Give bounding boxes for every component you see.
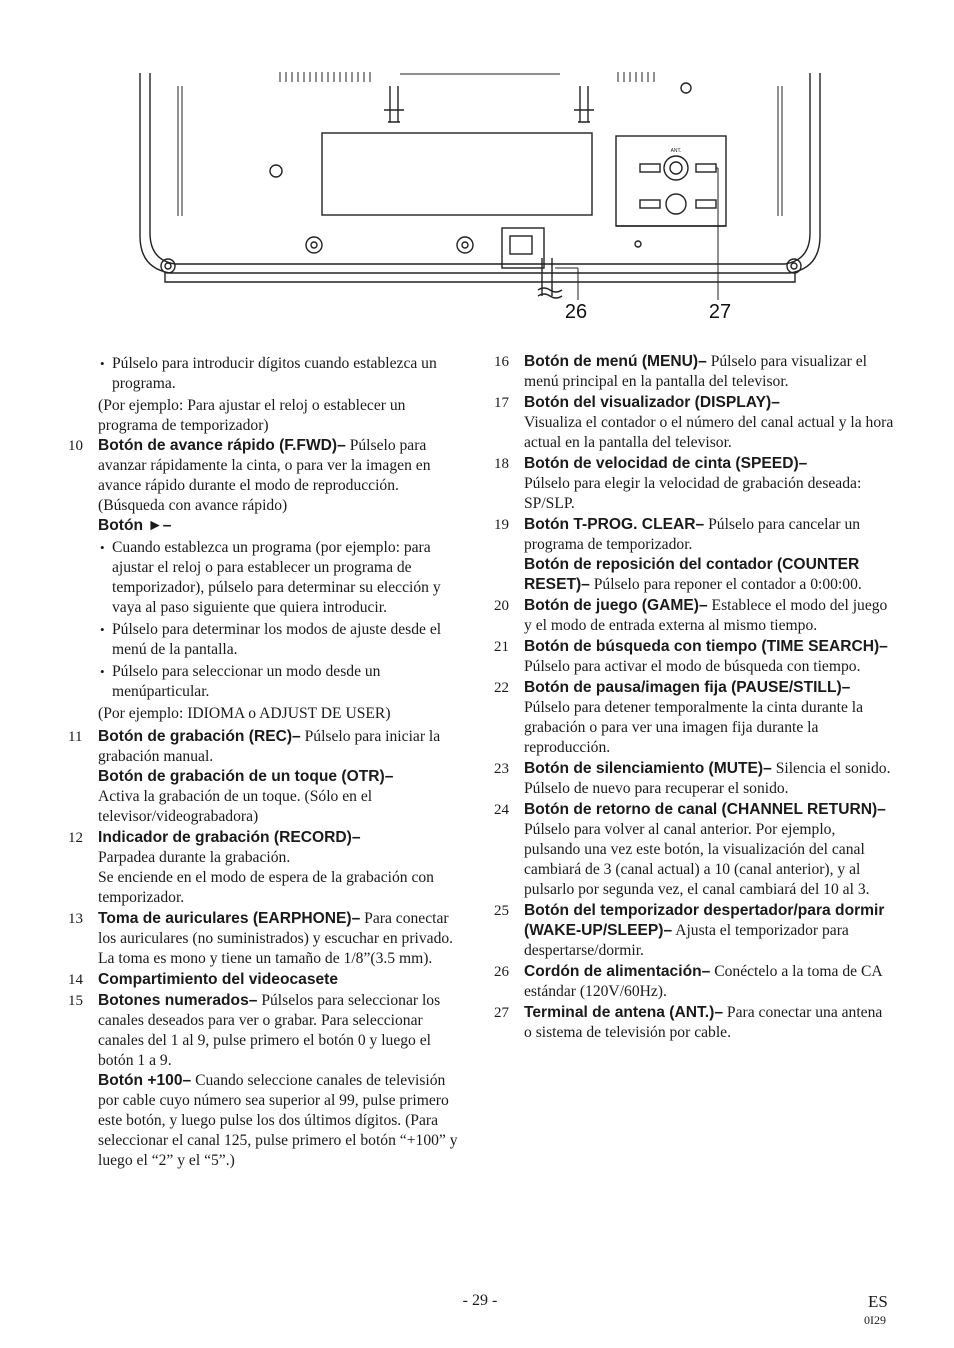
item-20 [494, 596, 894, 636]
item-number: 11 [68, 729, 83, 745]
item-number: 13 [68, 911, 83, 927]
page-number: - 29 - [462, 1292, 498, 1309]
item-11 [68, 727, 468, 827]
item-number: 21 [494, 639, 509, 655]
item-text: Púlselo para iniciar la grabación manual. [98, 728, 441, 765]
callout-26: 26 [564, 301, 588, 323]
item-sub-title: Botón de reposición del contador (COUNTER RESET)– [524, 556, 860, 593]
item-title: Botón de avance rápido (F.FWD)– [98, 437, 346, 454]
item-15 [68, 991, 468, 1171]
item-number: 10 [68, 438, 83, 454]
item-number: 19 [494, 517, 509, 533]
item-number: 22 [494, 680, 509, 696]
item-title: Terminal de antena (ANT.)– [524, 1004, 724, 1021]
item-sub-text: Activa la grabación de un toque. (Sólo en el televisor/videograbadora) [98, 788, 373, 825]
item-text: Parpadea durante la grabación. [98, 849, 291, 866]
item-text: Visualiza el contador o el número del canal actual y la hora actual en la pantalla del televisor. [524, 414, 894, 451]
item-title: Botón de velocidad de cinta (SPEED)– [524, 455, 808, 472]
item-16 [494, 352, 894, 392]
item-title: Cordón de alimentación– [524, 963, 711, 980]
item-24 [494, 800, 894, 900]
document-code: 0I29 [864, 1313, 886, 1327]
item-text: Establece el modo del juego y el modo de entrada externa al mismo tiempo. [524, 597, 888, 634]
item-text: Púlselo para detener temporalmente la cinta durante la grabación o para ver una imagen fija durante la reproducción. [524, 699, 864, 756]
item-23 [494, 759, 894, 799]
item-number: 12 [68, 830, 83, 846]
item-text: Púlselo para volver al canal anterior. Por ejemplo, pulsando una vez este botón, la visualización del canal cambiará de 3 (canal actual) a 10 (canal anterior), y al pulsarlo por segunda vez, el canal cambiará del 10 al 3. [524, 821, 870, 898]
list-item: • Púlselo para seleccionar un modo desde un menúparticular. [98, 662, 468, 702]
item-10 [68, 436, 468, 724]
item-13 [68, 909, 468, 969]
item-number: 24 [494, 802, 509, 818]
item-sub-title: Botón +100– [98, 1072, 192, 1089]
item-number: 14 [68, 972, 83, 988]
item-25 [494, 901, 894, 961]
item-text: Silencia el sonido. Púlselo de nuevo para recuperar el sonido. [524, 760, 891, 797]
item-text: Conéctelo a la toma de CA estándar (120V/60Hz). [524, 963, 882, 1000]
item-number: 16 [494, 354, 509, 370]
item-12 [68, 828, 468, 908]
item-title: Botón de juego (GAME)– [524, 597, 708, 614]
item-sub-title: Botón de grabación de un toque (OTR)– [98, 768, 394, 785]
item-title: Botón del visualizador (DISPLAY)– [524, 394, 780, 411]
intro-bullet: • Púlselo para introducir dígitos cuando establezca un programa. [98, 354, 468, 394]
list-item: • Cuando establezca un programa (por ejemplo: para ajustar el reloj o para establecer un programa de temporizador), púlselo para determinar su elección y vaya al paso siguiente que quiera introducir. [98, 538, 468, 618]
item-sub-text: Púlselo para reponer el contador a 0:00:00. [589, 576, 862, 593]
item-text: Púlselos para seleccionar los canales deseados para ver o grabar. Para seleccionar canales del 1 al 9, pulse primero el botón 0 y luego el botón 1 a 9. [98, 992, 441, 1069]
item-number: 18 [494, 456, 509, 472]
list-item: • Púlselo para determinar los modos de ajuste desde el menú de la pantalla. [98, 620, 468, 660]
item-title: Compartimiento del videocasete [98, 971, 339, 988]
item-title: Toma de auriculares (EARPHONE)– [98, 910, 361, 927]
callout-27: 27 [708, 301, 732, 323]
item-17 [494, 393, 894, 453]
item-sub-text: Cuando seleccione canales de televisión por cable cuyo número sea superior al 99, pulse primero este botón, y luego pulse los dos últimos dígitos. (Para seleccionar el canal 125, pulse primero el botón “+100” y luego el “2” y el “5”.) [98, 1072, 458, 1169]
item-text: Púlselo para elegir la velocidad de grabación deseada: SP/SLP. [524, 475, 862, 512]
right-column [494, 352, 894, 1044]
item-title: Botón de grabación (REC)– [98, 728, 301, 745]
item-sub-title: Botón ►– [98, 517, 172, 534]
item-21 [494, 637, 894, 677]
item-title: Botón de búsqueda con tiempo (TIME SEARCH)– [524, 638, 888, 655]
item-number: 25 [494, 903, 509, 919]
item-title: Botón de silenciamiento (MUTE)– [524, 760, 772, 777]
item-text: Púlselo para activar el modo de búsqueda con tiempo. [524, 658, 861, 675]
item-title: Botón del temporizador despertador/para dormir (WAKE-UP/SLEEP)– [524, 902, 885, 939]
item-number: 20 [494, 598, 509, 614]
item-18 [494, 454, 894, 514]
item-title: Botón de menú (MENU)– [524, 353, 707, 370]
item-title: Botón de retorno de canal (CHANNEL RETURN)– [524, 801, 886, 818]
tv-rear-panel-diagram [130, 68, 830, 328]
item-text: Púlselo para avanzar rápidamente la cinta, o para ver la imagen en avance rápido durante el modo de reproducción. (Búsqueda con avance rápido) [98, 437, 431, 514]
item-26 [494, 962, 894, 1002]
ant-label: ANT. [670, 148, 682, 154]
item-22 [494, 678, 894, 758]
item-number: 26 [494, 964, 509, 980]
item-number: 17 [494, 395, 509, 411]
item-text: Ajusta el temporizador para despertarse/dormir. [524, 922, 849, 959]
item-text: Para conectar una antena o sistema de televisión por cable. [524, 1004, 883, 1041]
item-text: Púlselo para cancelar un programa de temporizador. [524, 516, 861, 553]
item-example: (Por ejemplo: IDIOMA o ADJUST DE USER) [98, 705, 391, 722]
item-title: Botón T-PROG. CLEAR– [524, 516, 705, 533]
item-title: Botones numerados– [98, 992, 258, 1009]
item-number: 15 [68, 993, 83, 1009]
item-27 [494, 1003, 894, 1043]
intro-example: (Por ejemplo: Para ajustar el reloj o establecer un programa de temporizador) [98, 397, 406, 434]
left-column [68, 352, 468, 1172]
item-14 [68, 970, 468, 990]
item-number: 23 [494, 761, 509, 777]
item-text: Para conectar los auriculares (no suministrados) y escuchar en privado. La toma es mono y tiene un tamaño de 1/8”(3.5 mm). [98, 910, 454, 967]
language-code: ES [868, 1292, 888, 1311]
item-number: 27 [494, 1005, 509, 1021]
item-19 [494, 515, 894, 595]
item-text: Púlselo para visualizar el menú principal en la pantalla del televisor. [524, 353, 868, 390]
item-title: Indicador de grabación (RECORD)– [98, 829, 361, 846]
item-title: Botón de pausa/imagen fija (PAUSE/STILL)– [524, 679, 851, 696]
item-text-2: Se enciende en el modo de espera de la grabación con temporizador. [98, 869, 434, 906]
